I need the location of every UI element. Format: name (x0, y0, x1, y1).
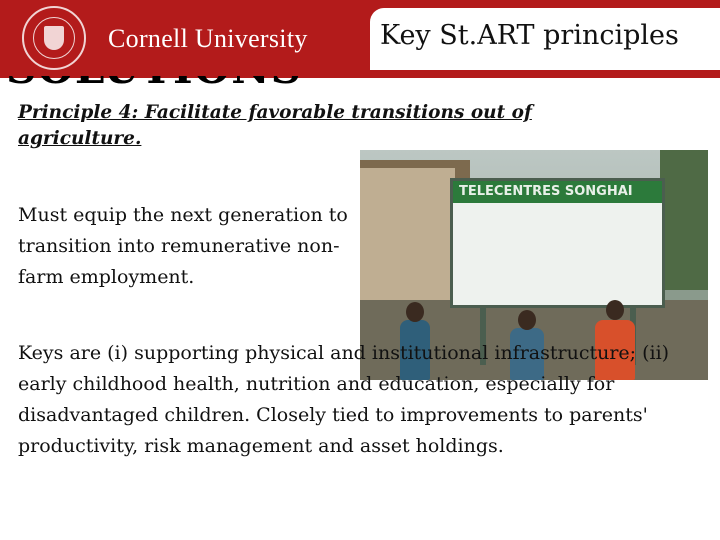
sign-title: TELECENTRES SONGHAI (459, 184, 633, 199)
paragraph-1: Must equip the next generation to transition into remunerative non-farm employment. (18, 204, 348, 288)
university-name: Cornell University (108, 24, 308, 53)
slide-title: Key St.ART principles (380, 20, 679, 51)
tree (660, 150, 708, 290)
sign-board (450, 178, 665, 308)
principle-heading: Principle 4: Facilitate favorable transitions out of agriculture. (18, 102, 532, 149)
building (360, 168, 455, 318)
paragraph-2: Keys are (i) supporting physical and institutional infrastructure; (ii) early childhood health, nutrition and education, especially for disadvantaged children. Closely tied to improvements to parents' productivity, risk management and asset holdings. (18, 342, 670, 457)
university-seal-icon (22, 6, 86, 70)
